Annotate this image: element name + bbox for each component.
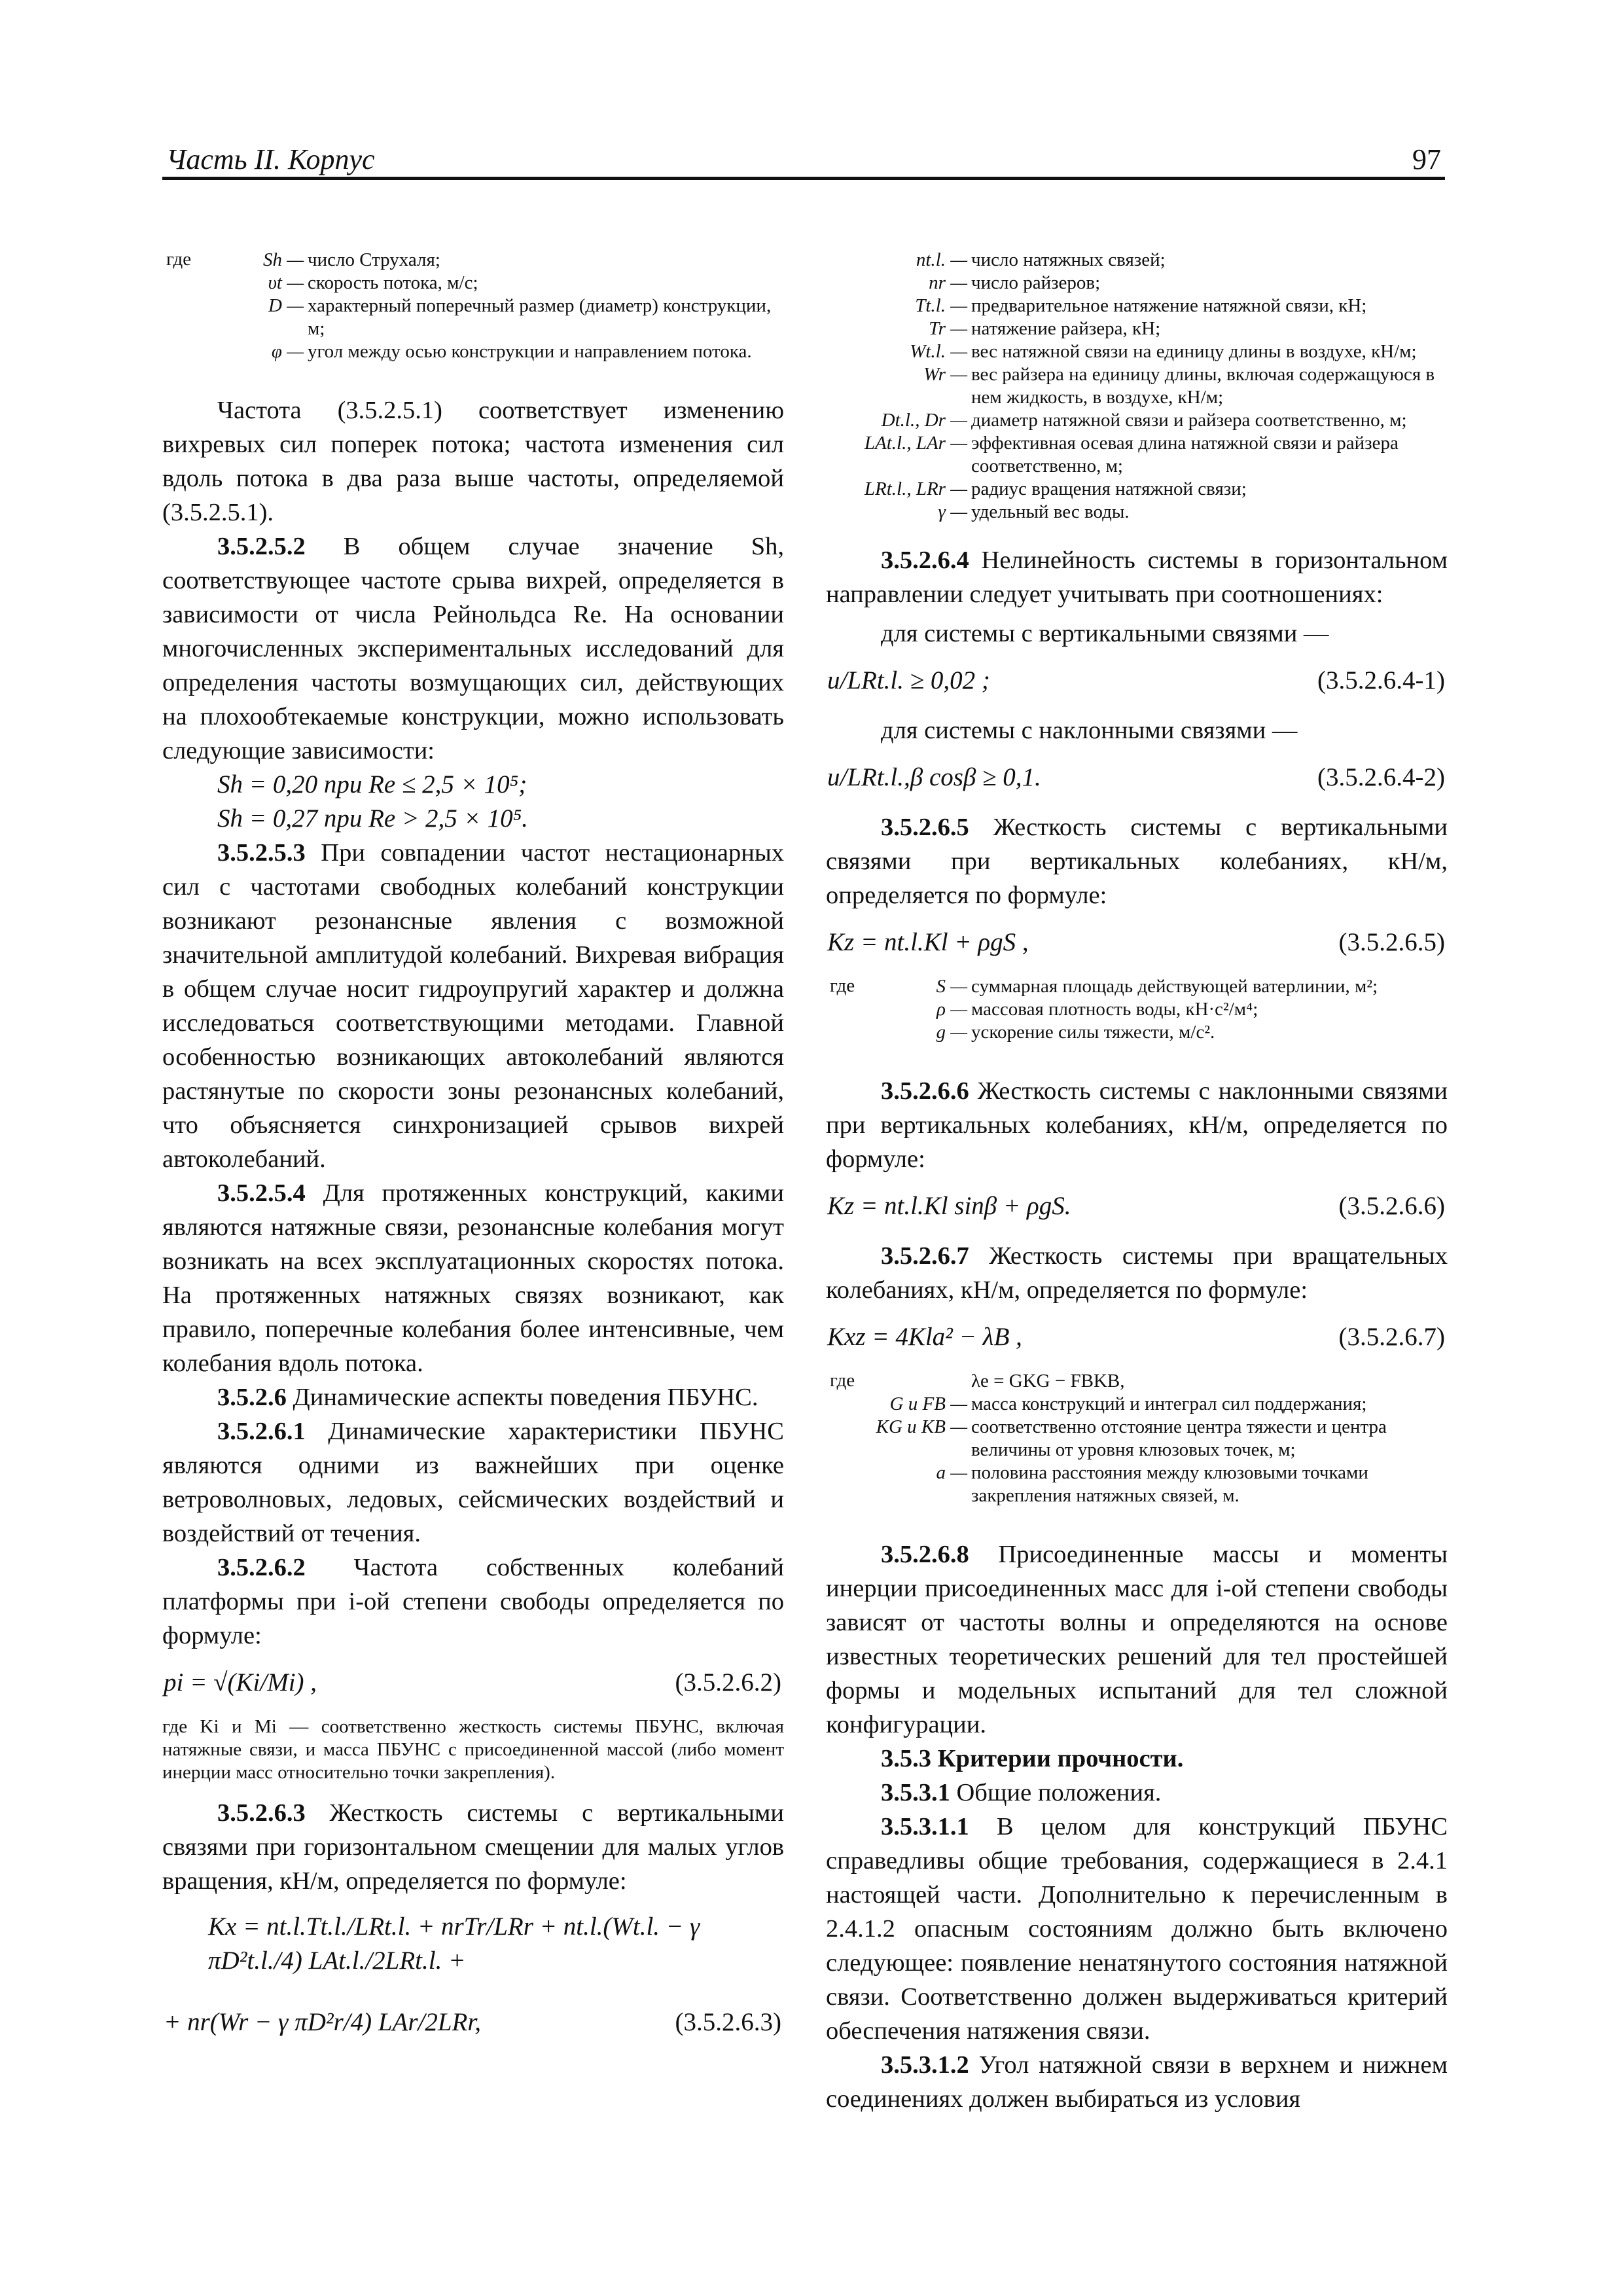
definition-item: φ — угол между осью конструкции и направлением потока. [271, 341, 752, 362]
formula-3-5-2-6-7: Kxz = 4Kla² − λB , (3.5.2.6.7) [827, 1323, 1445, 1351]
paragraph-3-5-3-1: 3.5.3.1 Общие положения. [881, 1779, 1162, 1806]
where-label: где [166, 249, 192, 270]
formula-3-5-2-6-3-line1: Kx = nt.l.Tt.l./LRt.l. + nrTr/LRr + nt.l.(Wt.l. − γ πD²t.l./4) LAt.l./2LRt.l. + [208, 1912, 700, 1975]
formula-3-5-2-6-2: pi = √(Ki/Mi) , (3.5.2.6.2) [164, 1668, 781, 1696]
page-number: 97 [1412, 143, 1441, 175]
paragraph-3-5-2-5-4: 3.5.2.5.4 Для протяженных конструкций, какими являются натяжные связи, резонансные колебания могут возникать на всех эксплуатационных скоростях потока. На протяженных натяжных связях возникают, как правило, поперечные колебания более интенсивные, чем колебания вдоль потока. [162, 1179, 784, 1377]
definition-item: LAt.l., LAr — эффективная осевая длина натяжной связи и райзера соответственно, м; [864, 433, 1399, 476]
formula-3-5-2-6-6: Kz = nt.l.Kl sinβ + ρgS. (3.5.2.6.6) [827, 1192, 1445, 1220]
definition-item: g — ускорение силы тяжести, м/с². [936, 1022, 1215, 1043]
right-column [826, 249, 1448, 2116]
paragraph-3-5-2-6-2: 3.5.2.6.2 Частота собственных колебаний платформы при i-ой степени свободы определяется по формуле: [162, 1554, 784, 1649]
paragraph-3-5-2-5-3: 3.5.2.5.3 При совпадении частот нестационарных сил с частотами свободных колебаний конструкции возникают резонансные явления с возможной значительной амплитудой колебаний. Вихревая вибрация в общем случае носит гидроупругий характер и должна исследоваться соответствующими методами. Главной особенностью возникающих автоколебаний являются растянутые по скорости зоны резонансных колебаний, что объясняется синхронизацией срывов вихрей автоколебаний. [162, 839, 784, 1173]
definition-ki-mi: где Ki и Mi — соответственно жесткость системы ПБУНС, включая натяжные связи, и масса ПБУНС с присоединенной массой (либо момент инерции масс относительно точки закрепления). [162, 1716, 784, 1783]
definitions-sh [162, 249, 784, 363]
intro-inclined: для системы с наклонными связями — [881, 717, 1298, 744]
section-heading-3-5-2-6: 3.5.2.6 Динамические аспекты поведения ПБУНС. [217, 1384, 758, 1411]
page-header [162, 143, 1445, 180]
paragraph-3-5-3-1-2: 3.5.3.1.2 Угол натяжной связи в верхнем и нижнем соединениях должен выбираться из условия [826, 2051, 1448, 2113]
paragraph-3-5-2-6-3: 3.5.2.6.3 Жесткость системы с вертикальными связями при горизонтальном смещении для малых углов вращения, кН/м, определяется по формуле: [162, 1799, 784, 1895]
intro-vertical: для системы с вертикальными связями — [881, 620, 1329, 647]
definitions-s-rho-g [826, 975, 1448, 1044]
left-column [162, 249, 784, 2055]
formula-sh-high: Sh = 0,27 при Re > 2,5 × 10⁵. [217, 804, 528, 833]
paragraph-3-5-2-5-2: 3.5.2.5.2 В общем случае значение Sh, соответствующее частоте срыва вихрей, определяется в зависимости от числа Рейнольдса Re. На основании многочисленных экспериментальных исследований для определения частоты возмущающих сил, действующих на плохообтекаемые конструкции, можно использовать следующие зависимости: [162, 533, 784, 764]
definition-item: γ — удельный вес воды. [938, 501, 1130, 522]
definition-item: nt.l. — число натяжных связей; [916, 249, 1166, 270]
formula-3-5-2-6-4-1: u/LRt.l. ≥ 0,02 ; (3.5.2.6.4-1) [827, 666, 1445, 694]
formula-3-5-2-6-5: Kz = nt.l.Kl + ρgS , (3.5.2.6.5) [827, 928, 1445, 956]
paragraph-3-5-2-6-4: 3.5.2.6.4 Нелинейность системы в горизонтальном направлении следует учитывать при соотношениях: [826, 547, 1448, 608]
definitions-rotation [826, 1370, 1448, 1507]
definition-item: S — суммарная площадь действующей ватерлинии, м²; [936, 976, 1378, 997]
definition-item: Tt.l. — предварительное натяжение натяжной связи, кН; [915, 295, 1367, 316]
running-title: Часть II. Корпус [166, 143, 375, 175]
definition-item: Wr — вес райзера на единицу длины, включая содержащуюся в нем жидкость, в воздухе, кН/м; [923, 364, 1435, 408]
definition-item: a — половина расстояния между клюзовыми точками закрепления натяжных связей, м. [936, 1462, 1368, 1506]
definition-item: ρ — массовая плотность воды, кН·с²/м⁴; [936, 999, 1258, 1020]
definition-item: λe = GKG − FBKB, [971, 1371, 1125, 1391]
definition-item: Dt.l., Dr — диаметр натяжной связи и райзера соответственно, м; [881, 410, 1407, 431]
definition-item: Sh — число Струхаля; [262, 249, 440, 270]
where-label: где [830, 975, 855, 996]
paragraph-3-5-3-1-1: 3.5.3.1.1 В целом для конструкций ПБУНС справедливы общие требования, содержащиеся в 2.4.1 настоящей части. Дополнительно к перечисленным в 2.4.1.2 опасным состояниям должно быть включено следующее: появление ненатянутого состояния натяжной связи. Соответственно должен выдерживаться критерий обеспечения натяжения связи. [826, 1813, 1448, 2045]
where-label: где [830, 1370, 855, 1391]
paragraph-3-5-2-6-7: 3.5.2.6.7 Жесткость системы при вращательных колебаниях, кН/м, определяется по формуле: [826, 1242, 1448, 1304]
paragraph-3-5-2-6-5: 3.5.2.6.5 Жесткость системы с вертикальными связями при вертикальных колебаниях, кН/м, определяется по формуле: [826, 814, 1448, 909]
definition-item: G и FB — масса конструкций и интеграл сил поддержания; [889, 1393, 1367, 1414]
paragraph-3-5-2-6-8: 3.5.2.6.8 Присоединенные массы и моменты инерции присоединенных масс для i-ой степени свободы зависят от частоты волны и определяются на основе известных теоретических решений для тел простейшей формы и модельных испытаний для тел сложной конфигурации. [826, 1541, 1448, 1738]
definition-item: Tr — натяжение райзера, кН; [929, 318, 1161, 339]
definition-item: KG и KB — соответственно отстояние центра тяжести и центра величины от уровня клюзовых точек, м; [876, 1416, 1387, 1460]
formula-sh-low: Sh = 0,20 при Re ≤ 2,5 × 10⁵; [217, 770, 527, 798]
section-heading-3-5-3: 3.5.3 Критерии прочности. [881, 1745, 1184, 1772]
paragraph-3-5-2-6-1: 3.5.2.6.1 Динамические характеристики ПБУНС являются одними из важнейших при оценке ветроволновых, ледовых, сейсмических воздействий и воздействий от течения. [162, 1418, 784, 1547]
definition-item: nr — число райзеров; [929, 272, 1101, 293]
formula-3-5-2-6-4-2: u/LRt.l.,β cosβ ≥ 0,1. (3.5.2.6.4-2) [827, 763, 1445, 791]
definition-item: LRt.l., LRr — радиус вращения натяжной связи; [864, 478, 1247, 499]
formula-3-5-2-6-3: + nr(Wr − γ πD²r/4) LAr/2LRr, (3.5.2.6.3) [164, 2008, 781, 2036]
definition-item: Wt.l. — вес натяжной связи на единицу длины в воздухе, кН/м; [910, 341, 1417, 362]
paragraph: Частота (3.5.2.5.1) соответствует изменению вихревых сил поперек потока; частота изменения сил вдоль потока в два раза выше частоты, определяемой (3.5.2.5.1). [162, 397, 784, 526]
definition-item: υt — скорость потока, м/с; [268, 272, 478, 293]
paragraph-3-5-2-6-6: 3.5.2.6.6 Жесткость системы с наклонными связями при вертикальных колебаниях, кН/м, определяется по формуле: [826, 1077, 1448, 1173]
definition-item: D — характерный поперечный размер (диаметр) конструкции, м; [268, 295, 772, 339]
definitions-tension [826, 249, 1448, 524]
